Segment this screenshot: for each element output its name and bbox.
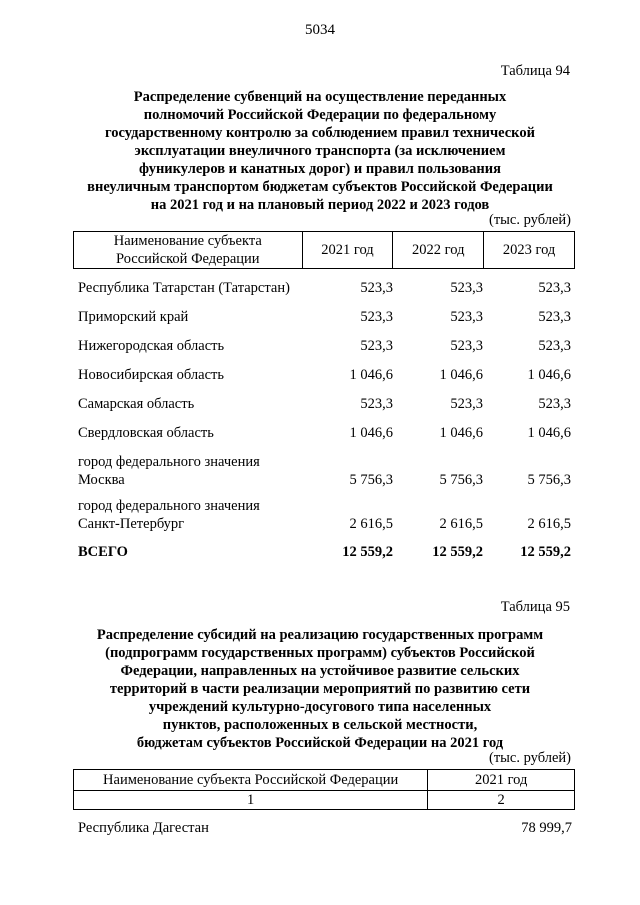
row-name — [78, 497, 303, 533]
row-2023: 2 616,5 — [527, 516, 571, 532]
row-2021: 1 046,6 — [349, 367, 393, 383]
table-94-body — [78, 279, 572, 561]
row-2022: 523,3 — [450, 309, 483, 325]
row-2022: 523,3 — [450, 280, 483, 296]
row-name — [78, 453, 303, 489]
table-row — [78, 453, 572, 489]
row-2021: 2 616,5 — [349, 516, 393, 532]
title-line: Федерации, направленных на устойчивое развитие сельских — [120, 663, 520, 679]
header-2021: 2021 год — [428, 770, 575, 791]
row-2021: 78 999,7 — [521, 820, 572, 836]
row-2023: 523,3 — [538, 396, 571, 412]
table-94-label: Таблица 94 — [500, 63, 570, 79]
row-name: Нижегородская область — [78, 338, 225, 354]
row-name-line: город федерального значения — [78, 454, 260, 470]
row-2022: 2 616,5 — [439, 516, 483, 532]
table-row — [78, 497, 572, 533]
row-2022: 523,3 — [450, 396, 483, 412]
header-col-number: 2 — [428, 791, 575, 810]
header-subject-line: Наименование субъекта — [113, 233, 262, 249]
row-2022: 1 046,6 — [439, 367, 483, 383]
title-line: Распределение субсидий на реализацию государственных программ — [96, 627, 544, 643]
row-name-line: город федерального значения — [78, 498, 260, 514]
table-row — [78, 337, 572, 355]
table-row — [78, 366, 572, 384]
row-name: Приморский край — [78, 309, 189, 325]
table-95-title — [60, 626, 580, 752]
row-2023: 523,3 — [538, 280, 571, 296]
title-line: эксплуатации внеуличного транспорта (за исключением — [134, 143, 506, 159]
table-row — [78, 424, 572, 442]
header-2023: 2023 год — [484, 232, 575, 269]
row-2022: 523,3 — [450, 338, 483, 354]
row-name-line: Москва — [78, 472, 125, 488]
header-subject: Наименование субъекта Российской Федерации — [74, 770, 428, 791]
table-94-header — [73, 231, 575, 269]
title-line: Распределение субвенций на осуществление переданных — [133, 89, 507, 105]
row-name: Свердловская область — [78, 425, 214, 441]
table-row — [78, 820, 572, 837]
table-95-header — [73, 769, 575, 810]
table-94-units: (тыс. рублей) — [489, 212, 571, 228]
title-line: внеуличным транспортом бюджетам субъектов Российской Федерации — [87, 179, 553, 195]
row-2021: 523,3 — [360, 280, 393, 296]
table-95-label: Таблица 95 — [500, 599, 570, 615]
title-line: бюджетам субъектов Российской Федерации на 2021 год — [136, 735, 504, 751]
title-line: на 2021 год и на плановый период 2022 и 2023 годов — [150, 197, 490, 213]
header-2022: 2022 год — [393, 232, 484, 269]
row-2021: 523,3 — [360, 338, 393, 354]
table-94-title — [60, 88, 580, 214]
title-line: пунктов, расположенных в сельской местности, — [162, 717, 478, 733]
total-2023: 12 559,2 — [520, 544, 571, 560]
page-number: 5034 — [305, 22, 335, 38]
row-name: Республика Татарстан (Татарстан) — [78, 280, 290, 296]
header-2021: 2021 год — [302, 232, 393, 269]
header-subject — [74, 232, 303, 269]
table-95-units: (тыс. рублей) — [489, 750, 571, 766]
table-row — [78, 279, 572, 297]
title-line: фуникулеров и канатных дорог) и правил пользования — [139, 161, 501, 177]
row-2023: 523,3 — [538, 338, 571, 354]
row-2023: 5 756,3 — [527, 472, 571, 488]
row-2023: 1 046,6 — [527, 425, 571, 441]
row-name: Республика Дагестан — [78, 820, 209, 836]
title-line: учреждений культурно-досугового типа населенных — [148, 699, 492, 715]
title-line: государственному контролю за соблюдением правил технической — [105, 125, 535, 141]
row-name: Новосибирская область — [78, 367, 224, 383]
row-name: Самарская область — [78, 396, 195, 412]
total-label: ВСЕГО — [78, 544, 128, 560]
row-2021: 5 756,3 — [349, 472, 393, 488]
table-row — [78, 395, 572, 413]
header-col-number: 1 — [74, 791, 428, 810]
row-2021: 1 046,6 — [349, 425, 393, 441]
title-line: (подпрограмм государственных программ) субъектов Российской — [105, 645, 535, 661]
total-row — [78, 543, 572, 561]
row-2023: 1 046,6 — [527, 367, 571, 383]
total-2022: 12 559,2 — [432, 544, 483, 560]
title-line: полномочий Российской Федерации по федеральному — [143, 107, 497, 123]
row-2022: 5 756,3 — [439, 472, 483, 488]
row-2021: 523,3 — [360, 309, 393, 325]
row-2022: 1 046,6 — [439, 425, 483, 441]
row-name-line: Санкт-Петербург — [78, 516, 185, 532]
title-line: территорий в части реализации мероприятий по развитию сети — [109, 681, 531, 697]
total-2021: 12 559,2 — [342, 544, 393, 560]
row-2021: 523,3 — [360, 396, 393, 412]
row-2023: 523,3 — [538, 309, 571, 325]
header-subject-line: Российской Федерации — [115, 251, 260, 267]
table-row — [78, 308, 572, 326]
